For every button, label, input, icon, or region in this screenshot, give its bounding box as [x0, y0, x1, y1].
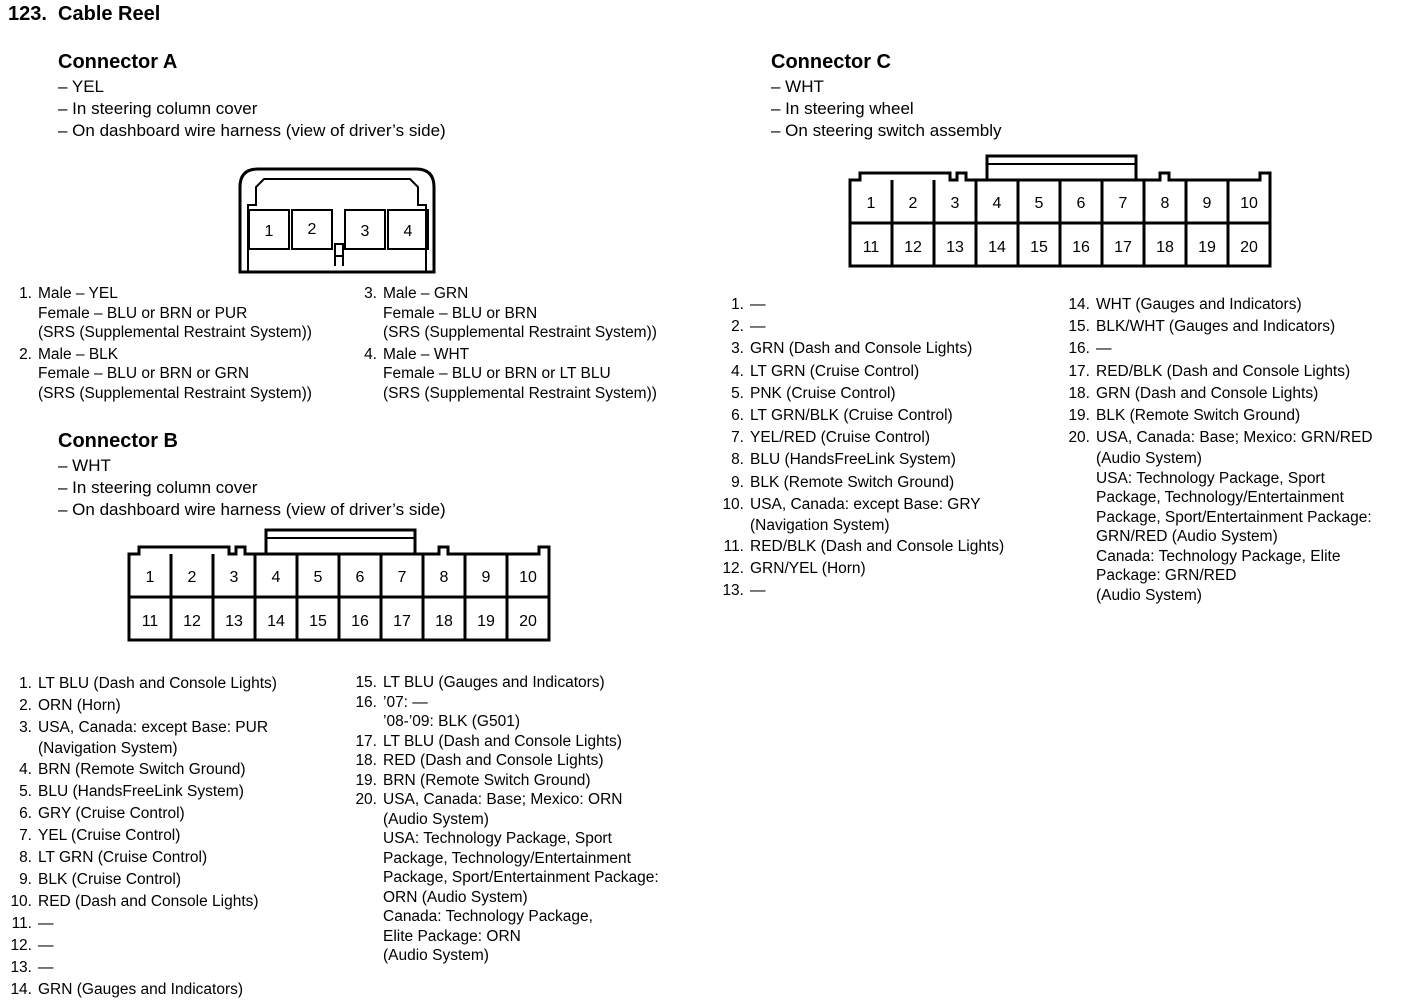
- pin-row: [4, 717, 277, 759]
- pin-number: 16.: [355, 693, 377, 711]
- pin-description: GRN (Dash and Console Lights): [1096, 384, 1319, 402]
- connector-c-pin-label: 7: [1118, 195, 1128, 212]
- pin-description: BLK (Cruise Control): [38, 870, 181, 888]
- connector-b-pin-label: 20: [519, 613, 537, 630]
- pin-row: [716, 383, 1004, 405]
- pin-description: Elite Package: ORN: [383, 927, 521, 945]
- pin-number: 2.: [731, 318, 744, 336]
- pin-number: 7.: [731, 429, 744, 447]
- pin-row: [349, 790, 659, 966]
- pin-description: LT BLU (Dash and Console Lights): [383, 732, 622, 750]
- pin-row: [1062, 338, 1373, 360]
- pin-row: [716, 536, 1004, 558]
- pin-description: LT GRN (Cruise Control): [750, 362, 920, 380]
- pin-description: BRN (Remote Switch Ground): [383, 771, 591, 789]
- connector-c-pin-label: 19: [1198, 239, 1216, 256]
- connector-a-color: – YEL: [58, 77, 105, 96]
- pin-row: [4, 673, 277, 695]
- pin-number: 3.: [364, 285, 377, 302]
- pin-description: GRN/RED (Audio System): [1096, 528, 1278, 546]
- connector-c-pin-label: 8: [1160, 195, 1170, 212]
- pin-number: 5.: [19, 782, 32, 800]
- pin-number: 17.: [355, 732, 377, 750]
- pin-number: 1.: [19, 675, 32, 692]
- pin-number: 20.: [1068, 429, 1090, 447]
- pin-number: 15.: [355, 674, 377, 691]
- pin-number: 12.: [722, 559, 744, 577]
- pin-row: [716, 338, 1004, 360]
- pin-description: Female – BLU or BRN or LT BLU: [383, 365, 611, 382]
- connector-c-pin-label: 1: [866, 195, 876, 212]
- pin-description: (Audio System): [383, 810, 489, 828]
- connector-a-mount: – On dashboard wire harness (view of driver’s side): [58, 121, 446, 140]
- pin-description: (Navigation System): [38, 740, 178, 757]
- pin-description: ORN (Horn): [38, 697, 121, 714]
- connector-c-pin-label: 12: [904, 239, 922, 256]
- connector-c-pin-label: 6: [1076, 195, 1086, 212]
- pin-description: (Audio System): [1096, 586, 1202, 604]
- connector-c-pin-label: 2: [908, 195, 918, 212]
- pin-description: (SRS (Supplemental Restraint System)): [383, 324, 657, 341]
- pin-number: 4.: [731, 362, 744, 380]
- pin-number: 13.: [10, 958, 32, 976]
- pin-number: 20.: [355, 791, 377, 808]
- pin-number: 1.: [731, 296, 744, 313]
- pin-description: ’08-’09: BLK (G501): [383, 713, 520, 730]
- connector-b-pin-label: 15: [309, 613, 327, 630]
- pin-description: RED (Dash and Console Lights): [38, 892, 259, 910]
- connector-b-pin-label: 5: [313, 569, 323, 586]
- connector-b-pin-label: 16: [351, 613, 369, 630]
- connector-b-pin-label: 3: [229, 569, 239, 586]
- pin-description: WHT (Gauges and Indicators): [1096, 296, 1302, 313]
- connector-a-pin-label: 3: [360, 223, 370, 240]
- connector-b-color: – WHT: [58, 456, 111, 475]
- connector-c-pin-label: 16: [1072, 239, 1090, 256]
- pin-description: —: [38, 914, 54, 932]
- pin-row: [1062, 427, 1373, 605]
- connector-b-pin-label: 2: [187, 569, 197, 586]
- pin-number: 14.: [1068, 296, 1090, 313]
- pin-description: —: [750, 318, 766, 336]
- pin-description: BLU (HandsFreeLink System): [750, 451, 956, 469]
- pin-row: [716, 427, 1004, 449]
- pin-description: GRN (Gauges and Indicators): [38, 980, 244, 998]
- pin-number: 4.: [19, 760, 32, 778]
- connector-a-pin-list-left: [4, 284, 312, 403]
- pin-row: [716, 472, 1004, 494]
- connector-a-location: – In steering column cover: [58, 99, 258, 118]
- pin-description: ORN (Audio System): [383, 888, 528, 906]
- pin-number: 17.: [1068, 362, 1090, 380]
- pin-description: YEL (Cruise Control): [38, 826, 181, 844]
- connector-c-mount: – On steering switch assembly: [771, 121, 1002, 140]
- connector-b-pin-label: 4: [271, 569, 281, 586]
- pin-description: Male – GRN: [383, 285, 469, 302]
- pin-number: 5.: [731, 384, 744, 402]
- pin-number: 9.: [19, 870, 32, 888]
- pin-number: 3.: [19, 719, 32, 736]
- pin-number: 18.: [355, 752, 377, 769]
- pin-description: PNK (Cruise Control): [750, 384, 896, 402]
- pin-description: Female – BLU or BRN or PUR: [38, 304, 248, 322]
- pin-number: 19.: [1068, 407, 1090, 425]
- pin-description: GRY (Cruise Control): [38, 804, 185, 822]
- pin-description: (Audio System): [1096, 450, 1202, 468]
- pin-description: —: [750, 581, 766, 599]
- pin-row: [716, 494, 1004, 536]
- pin-row: [4, 891, 277, 913]
- connector-c-pin-label: 18: [1156, 239, 1174, 256]
- pin-number: 16.: [1068, 340, 1090, 358]
- connector-b-pin-label: 19: [477, 613, 495, 630]
- pin-row: [1062, 294, 1373, 316]
- pin-description: Package, Technology/Entertainment: [1096, 489, 1344, 507]
- connector-c-color: – WHT: [771, 77, 824, 96]
- connector-b-title: Connector B: [58, 430, 178, 452]
- connector-a-pin-label: 1: [264, 223, 274, 240]
- connector-b-location: – In steering column cover: [58, 478, 258, 497]
- pin-number: 9.: [731, 473, 744, 491]
- pin-description: Package, Sport/Entertainment Package:: [383, 869, 659, 886]
- pin-description: (SRS (Supplemental Restraint System)): [38, 384, 312, 402]
- pin-description: GRN/YEL (Horn): [750, 559, 866, 577]
- pin-row: [716, 316, 1004, 338]
- connector-c-pin-label: 11: [862, 239, 880, 256]
- pin-row: [716, 558, 1004, 580]
- connector-b-diagram: [126, 527, 556, 652]
- pin-number: 10.: [10, 892, 32, 910]
- pin-description: BRN (Remote Switch Ground): [38, 760, 246, 778]
- pin-description: BLK (Remote Switch Ground): [750, 473, 955, 491]
- pin-number: 10.: [722, 495, 744, 513]
- connector-c-diagram: [847, 153, 1277, 278]
- pin-description: USA, Canada: Base; Mexico: ORN: [383, 791, 623, 808]
- pin-description: —: [1096, 340, 1112, 358]
- pin-row: [1062, 316, 1373, 338]
- connector-c-pin-label: 10: [1240, 195, 1258, 212]
- connector-b-pin-label: 12: [183, 613, 201, 630]
- pin-number: 7.: [19, 826, 32, 844]
- pin-row: [4, 284, 312, 343]
- connector-a-pin-label: 4: [403, 223, 413, 240]
- connector-c-pin-label: 4: [992, 195, 1002, 212]
- connector-c-pin-list-left: [716, 294, 1004, 602]
- pin-number: 11.: [11, 914, 32, 932]
- pin-number: 8.: [731, 451, 744, 469]
- pin-number: 14.: [10, 980, 32, 998]
- connector-b-pin-label: 9: [481, 569, 491, 586]
- connector-b-pin-label: 1: [145, 569, 155, 586]
- pin-description: BLK (Remote Switch Ground): [1096, 407, 1301, 425]
- pin-description: BLK/WHT (Gauges and Indicators): [1096, 318, 1336, 336]
- pin-row: [4, 759, 277, 781]
- connector-c-pin-label: 20: [1240, 239, 1258, 256]
- pin-description: Package, Sport/Entertainment Package:: [1096, 508, 1372, 526]
- pin-description: USA: Technology Package, Sport: [383, 830, 612, 847]
- pin-number: 4.: [364, 345, 377, 363]
- pin-row: [4, 847, 277, 869]
- pin-row: [4, 913, 277, 935]
- connector-c-pin-label: 5: [1034, 195, 1044, 212]
- connector-c-description: [771, 76, 1002, 142]
- pin-row: [1062, 405, 1373, 427]
- pin-description: (SRS (Supplemental Restraint System)): [383, 384, 657, 402]
- pin-description: LT BLU (Dash and Console Lights): [38, 675, 277, 692]
- pin-row: [349, 673, 659, 693]
- pin-row: [1062, 383, 1373, 405]
- pin-row: [4, 935, 277, 957]
- connector-b-pin-label: 10: [519, 569, 537, 586]
- pin-row: [4, 957, 277, 979]
- pin-description: (Audio System): [383, 947, 489, 964]
- pin-number: 11.: [723, 537, 744, 555]
- pin-number: 6.: [19, 804, 32, 822]
- pin-row: [4, 803, 277, 825]
- pin-description: RED/BLK (Dash and Console Lights): [1096, 362, 1351, 380]
- pin-row: [349, 693, 659, 732]
- pin-row: [716, 449, 1004, 471]
- pin-description: USA, Canada: except Base: PUR: [38, 719, 269, 736]
- connector-c-location: – In steering wheel: [771, 99, 914, 118]
- page-title: 123. Cable Reel: [8, 3, 161, 25]
- pin-row: [4, 979, 277, 1001]
- pin-description: Male – BLK: [38, 345, 119, 363]
- pin-row: [349, 751, 659, 771]
- pin-description: Male – YEL: [38, 285, 118, 302]
- pin-row: [716, 580, 1004, 602]
- connector-b-mount: – On dashboard wire harness (view of driver’s side): [58, 500, 446, 519]
- pin-number: 1.: [19, 285, 32, 302]
- pin-row: [349, 345, 657, 404]
- pin-number: 12.: [10, 936, 32, 954]
- connector-a-diagram: [236, 165, 442, 277]
- connector-b-pin-label: 14: [267, 613, 285, 630]
- pin-description: RED/BLK (Dash and Console Lights): [750, 537, 1005, 555]
- pin-number: 8.: [19, 848, 32, 866]
- connector-a-pin-list-right: [349, 284, 657, 403]
- pin-description: (SRS (Supplemental Restraint System)): [38, 324, 312, 341]
- pin-description: Canada: Technology Package,: [383, 908, 593, 925]
- pin-description: Canada: Technology Package, Elite: [1096, 547, 1341, 565]
- pin-number: 6.: [731, 407, 744, 425]
- connector-c-pin-label: 14: [988, 239, 1006, 256]
- pin-number: 15.: [1068, 318, 1090, 336]
- pin-description: USA, Canada: Base; Mexico: GRN/RED: [1096, 429, 1373, 447]
- pin-row: [4, 869, 277, 891]
- pin-description: BLU (HandsFreeLink System): [38, 782, 244, 800]
- connector-b-pin-label: 13: [225, 613, 243, 630]
- pin-row: [4, 345, 312, 404]
- connector-c-title: Connector C: [771, 51, 891, 73]
- pin-row: [716, 361, 1004, 383]
- pin-description: USA: Technology Package, Sport: [1096, 469, 1325, 487]
- pin-description: —: [38, 958, 54, 976]
- pin-row: [4, 825, 277, 847]
- connector-c-pin-label: 13: [946, 239, 964, 256]
- pin-number: 2.: [19, 345, 32, 363]
- connector-c-pin-list-right: [1062, 294, 1373, 605]
- pin-number: 2.: [19, 697, 32, 714]
- pin-number: 13.: [722, 581, 744, 599]
- pin-row: [349, 732, 659, 752]
- connector-b-pin-label: 17: [393, 613, 411, 630]
- pin-description: Female – BLU or BRN: [383, 304, 538, 322]
- pin-row: [4, 695, 277, 717]
- connector-b-pin-list-right: [349, 673, 659, 966]
- pin-description: LT GRN (Cruise Control): [38, 848, 208, 866]
- pin-row: [716, 294, 1004, 316]
- pin-description: (Navigation System): [750, 517, 890, 535]
- pin-row: [716, 405, 1004, 427]
- pin-description: Package: GRN/RED: [1096, 567, 1237, 585]
- pin-description: ’07: —: [383, 693, 428, 711]
- connector-b-pin-list-left: [4, 673, 277, 1001]
- pin-description: —: [38, 936, 54, 954]
- connector-c-pin-label: 3: [950, 195, 960, 212]
- pin-description: GRN (Dash and Console Lights): [750, 340, 973, 358]
- connector-b-pin-label: 11: [141, 613, 159, 630]
- connector-a-description: [58, 76, 446, 142]
- pin-description: LT GRN/BLK (Cruise Control): [750, 407, 953, 425]
- connector-c-pin-label: 9: [1202, 195, 1212, 212]
- connector-b-pin-label: 18: [435, 613, 453, 630]
- connector-a-title: Connector A: [58, 51, 178, 73]
- connector-b-description: [58, 455, 446, 521]
- connector-a-pin-label: 2: [307, 221, 317, 238]
- pin-number: 3.: [731, 340, 744, 358]
- pin-description: —: [750, 296, 766, 313]
- pin-row: [349, 771, 659, 791]
- connector-b-pin-label: 7: [397, 569, 407, 586]
- pin-description: RED (Dash and Console Lights): [383, 752, 604, 769]
- pin-row: [1062, 361, 1373, 383]
- connector-c-pin-label: 15: [1030, 239, 1048, 256]
- connector-b-pin-label: 8: [439, 569, 449, 586]
- pin-row: [4, 781, 277, 803]
- pin-description: YEL/RED (Cruise Control): [750, 429, 931, 447]
- pin-description: LT BLU (Gauges and Indicators): [383, 674, 605, 691]
- pin-description: Male – WHT: [383, 345, 470, 363]
- connector-c-pin-label: 17: [1114, 239, 1132, 256]
- connector-b-pin-label: 6: [355, 569, 365, 586]
- pin-description: USA, Canada: except Base: GRY: [750, 495, 981, 513]
- pin-description: Package, Technology/Entertainment: [383, 849, 631, 867]
- pin-description: Female – BLU or BRN or GRN: [38, 365, 250, 382]
- pin-row: [349, 284, 657, 343]
- pin-number: 18.: [1068, 384, 1090, 402]
- pin-number: 19.: [355, 771, 377, 789]
